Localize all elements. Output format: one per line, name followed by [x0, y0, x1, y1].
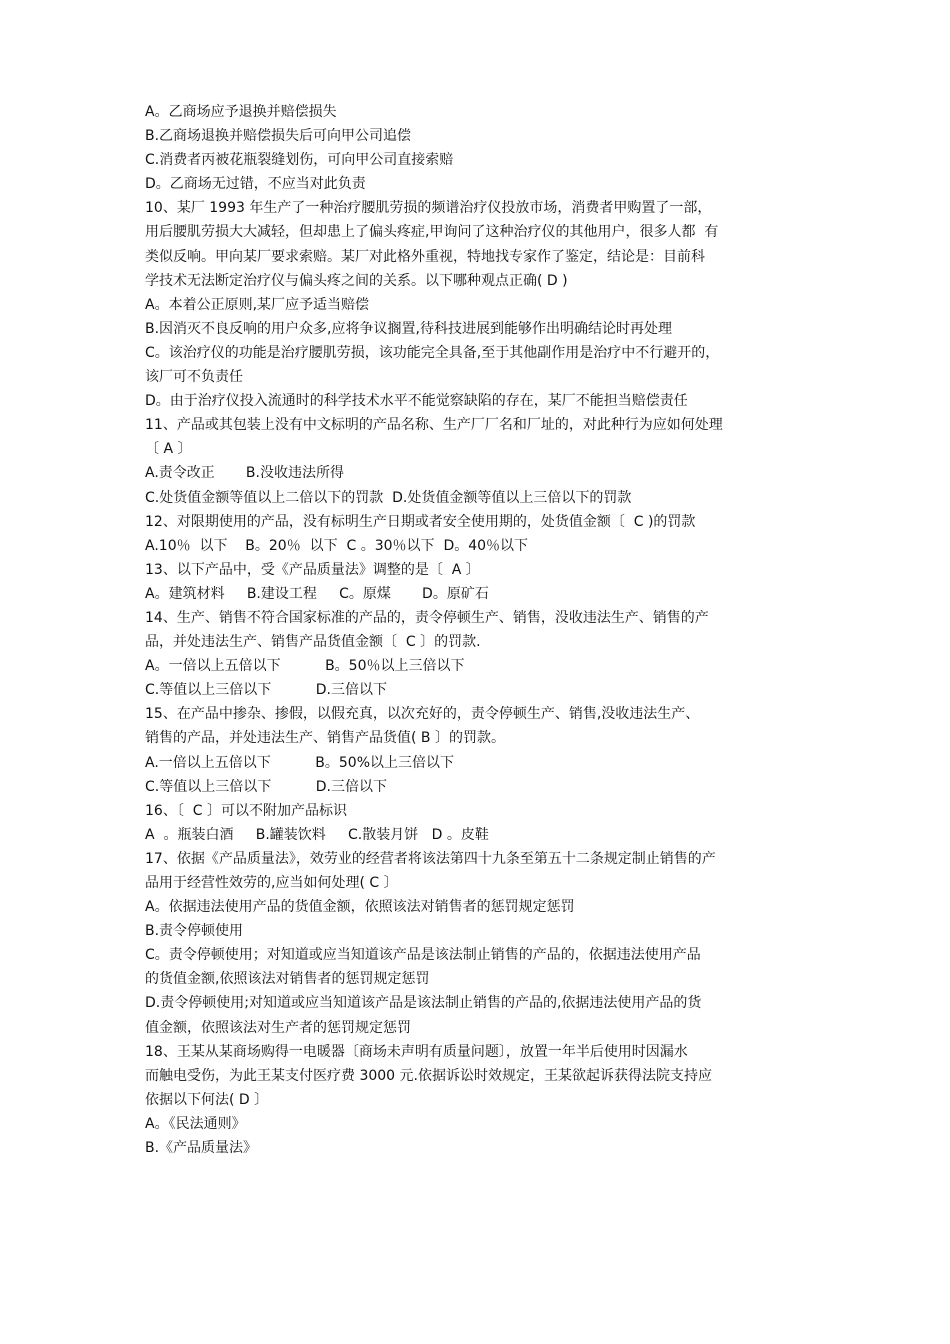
question-18-text: 而触电受伤，为此王某支付医疗费 3000 元.依据诉讼时效规定，王某欲起诉获得法院支持应 — [145, 1067, 712, 1084]
question-11-answer: 〔 A 〕 — [145, 441, 192, 458]
q10-option-b: B.因消灭不良反响的用户众多,应将争议搁置,待科技进展到能够作出明确结论时再处理 — [145, 320, 672, 337]
question-10-text: 用后腰肌劳损大大减轻，但却患上了偏头疼症,甲询问了这种治疗仪的其他用户，很多人都 有 — [145, 224, 719, 241]
q10-option-c: 该厂可不负责任 — [145, 369, 243, 386]
question-16-text: 16、〔 C 〕可以不附加产品标识 — [145, 802, 347, 819]
q17-option-d: 值金额，依照该法对生产者的惩罚规定惩罚 — [145, 1019, 411, 1036]
question-18-text: 依据以下何法( D 〕 — [145, 1091, 269, 1108]
question-14-text: 14、生产、销售不符合国家标准的产品的，责令停顿生产、销售，没收违法生产、销售的产 — [145, 609, 709, 626]
q13-options: A。建筑材料 B.建设工程 C。原煤 D。原矿石 — [145, 585, 489, 602]
q15-options: A.一倍以上五倍以下 B。50%以上三倍以下 — [145, 754, 455, 771]
q16-options: A 。瓶装白酒 B.罐装饮料 C.散装月饼 D 。皮鞋 — [145, 826, 489, 843]
document-body — [145, 100, 825, 1160]
answer-option-d: D。乙商场无过错，不应当对此负责 — [145, 176, 366, 193]
q10-option-d: D。由于治疗仪投入流通时的科学技术水平不能觉察缺陷的存在，某厂不能担当赔偿责任 — [145, 393, 688, 410]
q17-option-c: 的货值金额,依照该法对销售者的惩罚规定惩罚 — [145, 971, 430, 988]
q17-option-d: D.责令停顿使用;对知道或应当知道该产品是该法制止销售的产品的,依据违法使用产品的货 — [145, 995, 702, 1012]
q15-options: C.等值以上三倍以下 D.三倍以下 — [145, 778, 387, 795]
question-14-text: 品，并处违法生产、销售产品货值金额〔 C 〕的罚款. — [145, 634, 481, 651]
question-10-text: 10、某厂 1993 年生产了一种治疗腰肌劳损的频谱治疗仪投放市场，消费者甲购置了一部， — [145, 200, 712, 217]
q14-options: A。一倍以上五倍以下 B。50％以上三倍以下 — [145, 658, 465, 675]
q17-option-c: C。责令停顿使用；对知道或应当知道该产品是该法制止销售的产品的，依据违法使用产品 — [145, 947, 701, 964]
question-17-text: 品用于经营性效劳的,应当如何处理( C 〕 — [145, 875, 398, 891]
question-18-text: 18、王某从某商场购得一电暖器〔商场未声明有质量问题〕，放置一年半后使用时因漏水 — [145, 1043, 688, 1060]
question-10-text: 学技术无法断定治疗仪与偏头疼之间的关系。以下哪种观点正确( D ) — [145, 272, 568, 289]
q17-option-a: A。依据违法使用产品的货值金额，依照该法对销售者的惩罚规定惩罚 — [145, 899, 575, 916]
q14-options: C.等值以上三倍以下 D.三倍以下 — [145, 682, 387, 699]
q17-option-b: B.责令停顿使用 — [145, 923, 244, 940]
q10-option-a: A。本着公正原则,某厂应予适当赔偿 — [145, 296, 370, 313]
question-17-text: 17、依据《产品质量法》，效劳业的经营者将该法第四十九条至第五十二条规定制止销售的产 — [145, 850, 716, 867]
question-15-text: 15、在产品中掺杂、掺假，以假充真，以次充好的，责令停顿生产、销售,没收违法生产、 — [145, 706, 700, 723]
q12-options: A.10％ 以下 B。20％ 以下 C 。30％以下 D。40％以下 — [145, 537, 529, 554]
q11-options: C.处货值金额等值以上二倍以下的罚款 D.处货值金额等值以上三倍以下的罚款 — [145, 489, 632, 506]
answer-option-b: B.乙商场退换并赔偿损失后可向甲公司追偿 — [145, 128, 412, 145]
question-13-text: 13、以下产品中，受《产品质量法》调整的是〔 A 〕 — [145, 561, 480, 578]
answer-option-a: A。乙商场应予退换并赔偿损失 — [145, 104, 337, 120]
question-15-text: 销售的产品，并处违法生产、销售产品货值( B 〕的罚款。 — [145, 730, 505, 747]
question-12-text: 12、对限期使用的产品，没有标明生产日期或者安全使用期的，处货值金额〔 C )的罚款 — [145, 513, 696, 530]
question-10-text: 类似反响。甲向某厂要求索赔。某厂对此格外重视，特地找专家作了鉴定，结论是：目前科 — [145, 248, 705, 265]
q11-options: A.责令改正 B.没收违法所得 — [145, 465, 344, 482]
q10-option-c: C。该治疗仪的功能是治疗腰肌劳损，该功能完全具备,至于其他副作用是治疗中不行避开的， — [145, 344, 720, 361]
question-11-text: 11、产品或其包装上没有中文标明的产品名称、生产厂厂名和厂址的，对此种行为应如何处理 — [145, 417, 723, 434]
q18-option-a: A。《民法通则》 — [145, 1115, 246, 1132]
q18-option-b: B.《产品质量法》 — [145, 1140, 258, 1157]
answer-option-c: C.消费者丙被花瓶裂缝划伤，可向甲公司直接索赔 — [145, 152, 454, 169]
